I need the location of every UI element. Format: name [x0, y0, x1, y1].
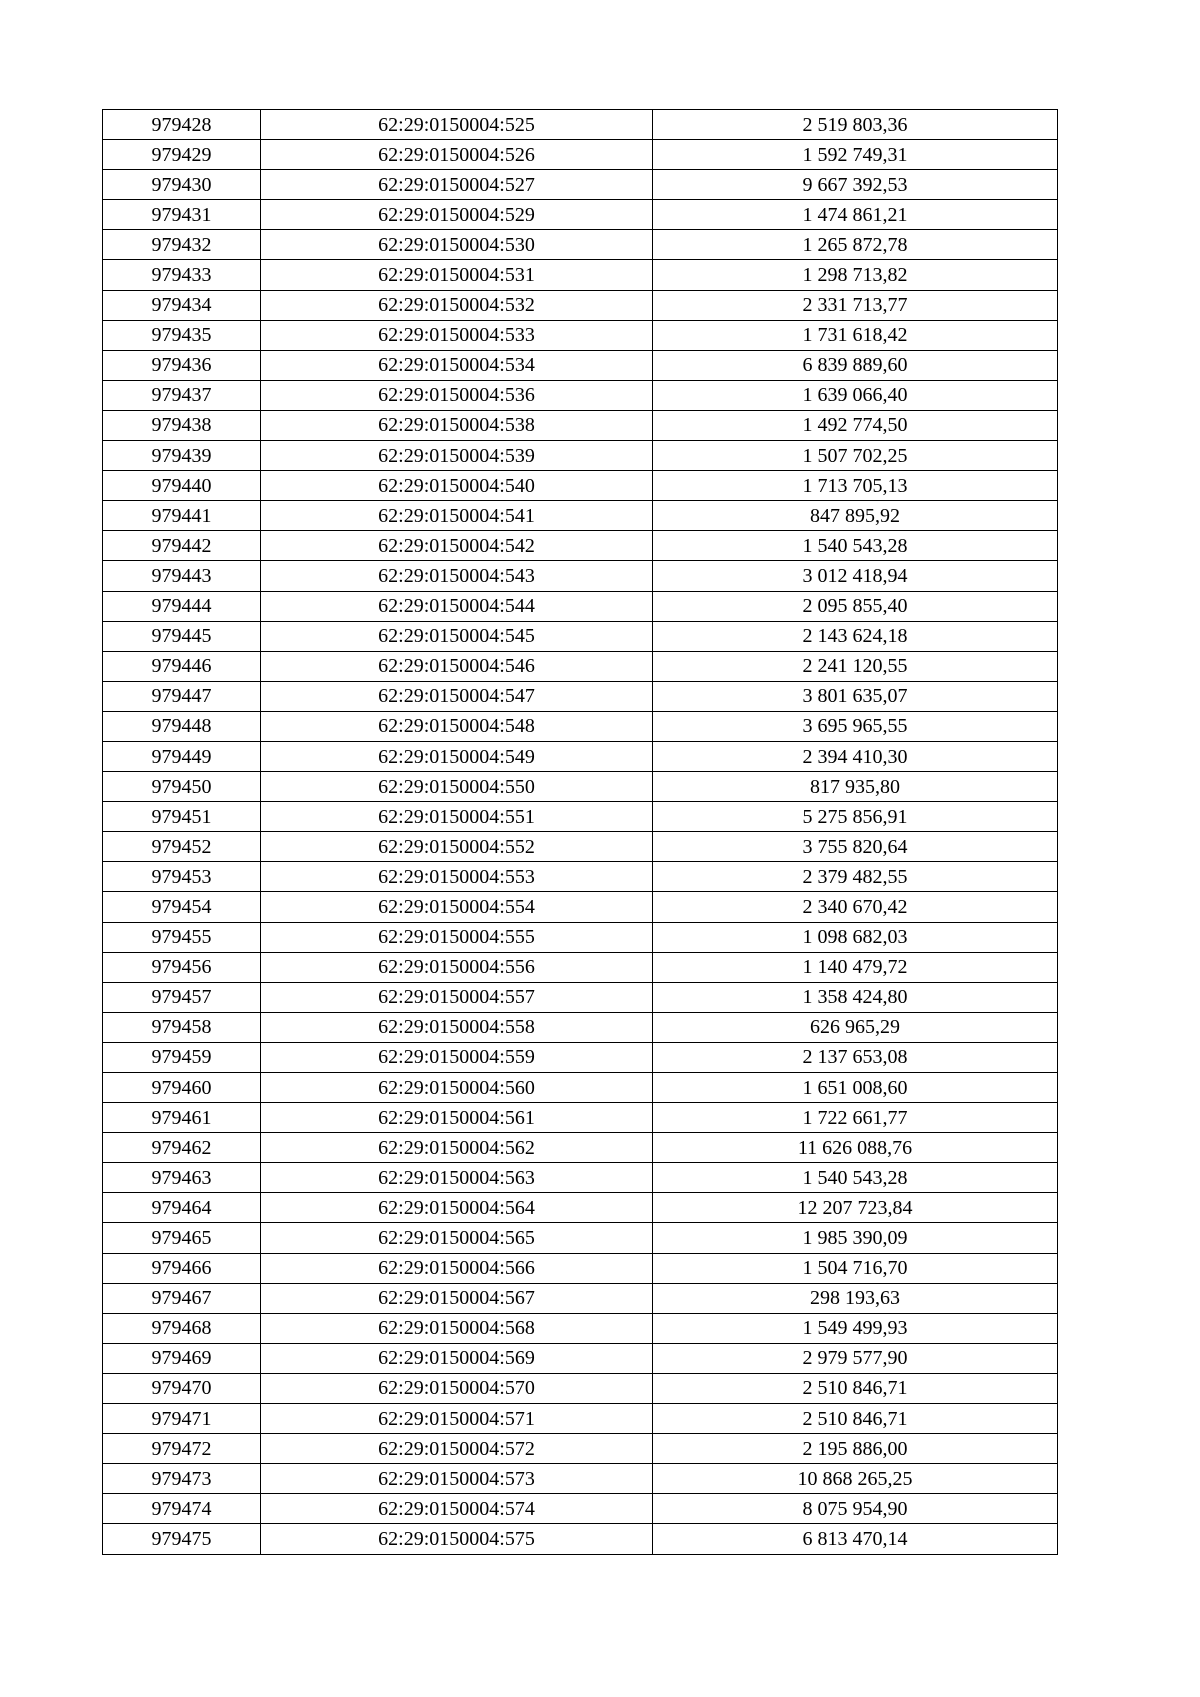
cadastral-number-cell: 62:29:0150004:550	[261, 772, 653, 802]
cadastral-number-cell: 62:29:0150004:545	[261, 621, 653, 651]
cadastral-value-cell: 847 895,92	[653, 501, 1058, 531]
cadastral-value-cell: 626 965,29	[653, 1012, 1058, 1042]
cadastral-value-cell: 3 012 418,94	[653, 561, 1058, 591]
cadastral-number-cell: 62:29:0150004:538	[261, 410, 653, 440]
cadastral-value-cell: 1 098 682,03	[653, 922, 1058, 952]
row-number-cell: 979453	[103, 862, 261, 892]
cadastral-value-cell: 1 651 008,60	[653, 1073, 1058, 1103]
row-number-cell: 979435	[103, 320, 261, 350]
row-number-cell: 979436	[103, 350, 261, 380]
table-row	[103, 711, 1058, 741]
table-row	[103, 952, 1058, 982]
cadastral-value-cell: 1 298 713,82	[653, 260, 1058, 290]
cadastral-number-cell: 62:29:0150004:572	[261, 1434, 653, 1464]
cadastral-number-cell: 62:29:0150004:548	[261, 711, 653, 741]
table-row	[103, 1012, 1058, 1042]
table-row	[103, 410, 1058, 440]
cadastral-number-cell: 62:29:0150004:564	[261, 1193, 653, 1223]
table-row	[103, 110, 1058, 140]
table-row	[103, 922, 1058, 952]
row-number-cell: 979473	[103, 1464, 261, 1494]
cadastral-number-cell: 62:29:0150004:574	[261, 1494, 653, 1524]
cadastral-number-cell: 62:29:0150004:547	[261, 681, 653, 711]
row-number-cell: 979466	[103, 1253, 261, 1283]
cadastral-value-cell: 10 868 265,25	[653, 1464, 1058, 1494]
cadastral-number-cell: 62:29:0150004:543	[261, 561, 653, 591]
row-number-cell: 979432	[103, 230, 261, 260]
table-row	[103, 200, 1058, 230]
row-number-cell: 979467	[103, 1283, 261, 1313]
row-number-cell: 979470	[103, 1373, 261, 1403]
table-row	[103, 170, 1058, 200]
table-row	[103, 832, 1058, 862]
row-number-cell: 979431	[103, 200, 261, 230]
cadastral-number-cell: 62:29:0150004:567	[261, 1283, 653, 1313]
cadastral-value-cell: 2 394 410,30	[653, 741, 1058, 771]
row-number-cell: 979434	[103, 290, 261, 320]
cadastral-number-cell: 62:29:0150004:563	[261, 1163, 653, 1193]
table-row	[103, 1193, 1058, 1223]
table-row	[103, 380, 1058, 410]
table-row	[103, 1313, 1058, 1343]
row-number-cell: 979428	[103, 110, 261, 140]
row-number-cell: 979443	[103, 561, 261, 591]
table-row	[103, 1163, 1058, 1193]
row-number-cell: 979472	[103, 1434, 261, 1464]
table-row	[103, 621, 1058, 651]
row-number-cell: 979437	[103, 380, 261, 410]
table-row	[103, 1524, 1058, 1554]
row-number-cell: 979475	[103, 1524, 261, 1554]
table-row	[103, 230, 1058, 260]
cadastral-number-cell: 62:29:0150004:552	[261, 832, 653, 862]
cadastral-value-cell: 1 474 861,21	[653, 200, 1058, 230]
row-number-cell: 979465	[103, 1223, 261, 1253]
cadastral-number-cell: 62:29:0150004:573	[261, 1464, 653, 1494]
cadastral-number-cell: 62:29:0150004:529	[261, 200, 653, 230]
table-row	[103, 1073, 1058, 1103]
table-body	[103, 110, 1058, 1555]
cadastral-number-cell: 62:29:0150004:559	[261, 1042, 653, 1072]
row-number-cell: 979454	[103, 892, 261, 922]
row-number-cell: 979457	[103, 982, 261, 1012]
table-row	[103, 290, 1058, 320]
cadastral-number-cell: 62:29:0150004:534	[261, 350, 653, 380]
cadastral-number-cell: 62:29:0150004:526	[261, 140, 653, 170]
cadastral-value-cell: 2 510 846,71	[653, 1373, 1058, 1403]
cadastral-value-cell: 1 592 749,31	[653, 140, 1058, 170]
cadastral-value-cell: 1 549 499,93	[653, 1313, 1058, 1343]
cadastral-number-cell: 62:29:0150004:542	[261, 531, 653, 561]
row-number-cell: 979446	[103, 651, 261, 681]
cadastral-value-cell: 1 731 618,42	[653, 320, 1058, 350]
cadastral-value-cell: 2 379 482,55	[653, 862, 1058, 892]
row-number-cell: 979469	[103, 1343, 261, 1373]
cadastral-value-cell: 1 507 702,25	[653, 441, 1058, 471]
row-number-cell: 979450	[103, 772, 261, 802]
cadastral-value-table	[102, 109, 1058, 1555]
cadastral-number-cell: 62:29:0150004:575	[261, 1524, 653, 1554]
cadastral-number-cell: 62:29:0150004:571	[261, 1404, 653, 1434]
cadastral-value-cell: 2 519 803,36	[653, 110, 1058, 140]
cadastral-number-cell: 62:29:0150004:555	[261, 922, 653, 952]
table-row	[103, 741, 1058, 771]
cadastral-number-cell: 62:29:0150004:570	[261, 1373, 653, 1403]
table-row	[103, 140, 1058, 170]
table-row	[103, 260, 1058, 290]
cadastral-value-cell: 11 626 088,76	[653, 1133, 1058, 1163]
table-row	[103, 1103, 1058, 1133]
cadastral-value-cell: 2 510 846,71	[653, 1404, 1058, 1434]
cadastral-value-cell: 6 839 889,60	[653, 350, 1058, 380]
table-row	[103, 1253, 1058, 1283]
table-row	[103, 1223, 1058, 1253]
row-number-cell: 979451	[103, 802, 261, 832]
cadastral-number-cell: 62:29:0150004:549	[261, 741, 653, 771]
cadastral-number-cell: 62:29:0150004:527	[261, 170, 653, 200]
cadastral-number-cell: 62:29:0150004:561	[261, 1103, 653, 1133]
cadastral-value-cell: 2 241 120,55	[653, 651, 1058, 681]
cadastral-value-cell: 298 193,63	[653, 1283, 1058, 1313]
cadastral-number-cell: 62:29:0150004:565	[261, 1223, 653, 1253]
row-number-cell: 979474	[103, 1494, 261, 1524]
table-row	[103, 1464, 1058, 1494]
table-row	[103, 350, 1058, 380]
cadastral-value-cell: 1 985 390,09	[653, 1223, 1058, 1253]
table-row	[103, 501, 1058, 531]
row-number-cell: 979460	[103, 1073, 261, 1103]
cadastral-number-cell: 62:29:0150004:557	[261, 982, 653, 1012]
cadastral-value-cell: 1 722 661,77	[653, 1103, 1058, 1133]
cadastral-value-cell: 9 667 392,53	[653, 170, 1058, 200]
cadastral-number-cell: 62:29:0150004:556	[261, 952, 653, 982]
table-row	[103, 651, 1058, 681]
table-row	[103, 1373, 1058, 1403]
row-number-cell: 979461	[103, 1103, 261, 1133]
cadastral-number-cell: 62:29:0150004:569	[261, 1343, 653, 1373]
cadastral-number-cell: 62:29:0150004:540	[261, 471, 653, 501]
table-row	[103, 1343, 1058, 1373]
cadastral-number-cell: 62:29:0150004:551	[261, 802, 653, 832]
table-row	[103, 320, 1058, 350]
row-number-cell: 979463	[103, 1163, 261, 1193]
row-number-cell: 979471	[103, 1404, 261, 1434]
table-row	[103, 982, 1058, 1012]
row-number-cell: 979440	[103, 471, 261, 501]
row-number-cell: 979447	[103, 681, 261, 711]
table-row	[103, 802, 1058, 832]
row-number-cell: 979448	[103, 711, 261, 741]
row-number-cell: 979441	[103, 501, 261, 531]
cadastral-number-cell: 62:29:0150004:566	[261, 1253, 653, 1283]
row-number-cell: 979449	[103, 741, 261, 771]
table-row	[103, 591, 1058, 621]
cadastral-number-cell: 62:29:0150004:554	[261, 892, 653, 922]
cadastral-value-cell: 3 755 820,64	[653, 832, 1058, 862]
table-row	[103, 681, 1058, 711]
cadastral-value-cell: 1 265 872,78	[653, 230, 1058, 260]
cadastral-number-cell: 62:29:0150004:531	[261, 260, 653, 290]
row-number-cell: 979445	[103, 621, 261, 651]
row-number-cell: 979452	[103, 832, 261, 862]
cadastral-number-cell: 62:29:0150004:560	[261, 1073, 653, 1103]
cadastral-value-cell: 2 979 577,90	[653, 1343, 1058, 1373]
cadastral-number-cell: 62:29:0150004:568	[261, 1313, 653, 1343]
cadastral-value-cell: 1 639 066,40	[653, 380, 1058, 410]
row-number-cell: 979464	[103, 1193, 261, 1223]
cadastral-value-cell: 3 801 635,07	[653, 681, 1058, 711]
cadastral-value-cell: 5 275 856,91	[653, 802, 1058, 832]
cadastral-number-cell: 62:29:0150004:553	[261, 862, 653, 892]
table-row	[103, 441, 1058, 471]
table-row	[103, 1042, 1058, 1072]
cadastral-value-cell: 12 207 723,84	[653, 1193, 1058, 1223]
table-row	[103, 1434, 1058, 1464]
table-row	[103, 531, 1058, 561]
cadastral-value-cell: 2 331 713,77	[653, 290, 1058, 320]
row-number-cell: 979459	[103, 1042, 261, 1072]
cadastral-value-cell: 2 137 653,08	[653, 1042, 1058, 1072]
row-number-cell: 979429	[103, 140, 261, 170]
cadastral-value-cell: 8 075 954,90	[653, 1494, 1058, 1524]
cadastral-value-cell: 1 504 716,70	[653, 1253, 1058, 1283]
row-number-cell: 979456	[103, 952, 261, 982]
cadastral-value-cell: 1 713 705,13	[653, 471, 1058, 501]
row-number-cell: 979430	[103, 170, 261, 200]
row-number-cell: 979462	[103, 1133, 261, 1163]
row-number-cell: 979444	[103, 591, 261, 621]
table-row	[103, 1404, 1058, 1434]
cadastral-number-cell: 62:29:0150004:530	[261, 230, 653, 260]
cadastral-number-cell: 62:29:0150004:541	[261, 501, 653, 531]
table-row	[103, 1494, 1058, 1524]
cadastral-number-cell: 62:29:0150004:544	[261, 591, 653, 621]
cadastral-value-cell: 6 813 470,14	[653, 1524, 1058, 1554]
cadastral-value-cell: 2 340 670,42	[653, 892, 1058, 922]
cadastral-value-cell: 2 095 855,40	[653, 591, 1058, 621]
cadastral-value-cell: 1 492 774,50	[653, 410, 1058, 440]
table-row	[103, 892, 1058, 922]
row-number-cell: 979458	[103, 1012, 261, 1042]
row-number-cell: 979433	[103, 260, 261, 290]
table-row	[103, 471, 1058, 501]
cadastral-number-cell: 62:29:0150004:532	[261, 290, 653, 320]
row-number-cell: 979468	[103, 1313, 261, 1343]
table-row	[103, 1133, 1058, 1163]
table-row	[103, 1283, 1058, 1313]
cadastral-number-cell: 62:29:0150004:562	[261, 1133, 653, 1163]
cadastral-number-cell: 62:29:0150004:546	[261, 651, 653, 681]
row-number-cell: 979455	[103, 922, 261, 952]
cadastral-number-cell: 62:29:0150004:533	[261, 320, 653, 350]
cadastral-value-cell: 1 540 543,28	[653, 1163, 1058, 1193]
cadastral-value-cell: 3 695 965,55	[653, 711, 1058, 741]
cadastral-number-cell: 62:29:0150004:539	[261, 441, 653, 471]
cadastral-number-cell: 62:29:0150004:536	[261, 380, 653, 410]
row-number-cell: 979439	[103, 441, 261, 471]
table-row	[103, 862, 1058, 892]
cadastral-value-cell: 1 540 543,28	[653, 531, 1058, 561]
cadastral-value-cell: 2 143 624,18	[653, 621, 1058, 651]
cadastral-value-cell: 1 358 424,80	[653, 982, 1058, 1012]
table-row	[103, 772, 1058, 802]
cadastral-number-cell: 62:29:0150004:525	[261, 110, 653, 140]
cadastral-value-cell: 817 935,80	[653, 772, 1058, 802]
row-number-cell: 979438	[103, 410, 261, 440]
table-row	[103, 561, 1058, 591]
cadastral-value-cell: 2 195 886,00	[653, 1434, 1058, 1464]
row-number-cell: 979442	[103, 531, 261, 561]
cadastral-number-cell: 62:29:0150004:558	[261, 1012, 653, 1042]
cadastral-value-cell: 1 140 479,72	[653, 952, 1058, 982]
